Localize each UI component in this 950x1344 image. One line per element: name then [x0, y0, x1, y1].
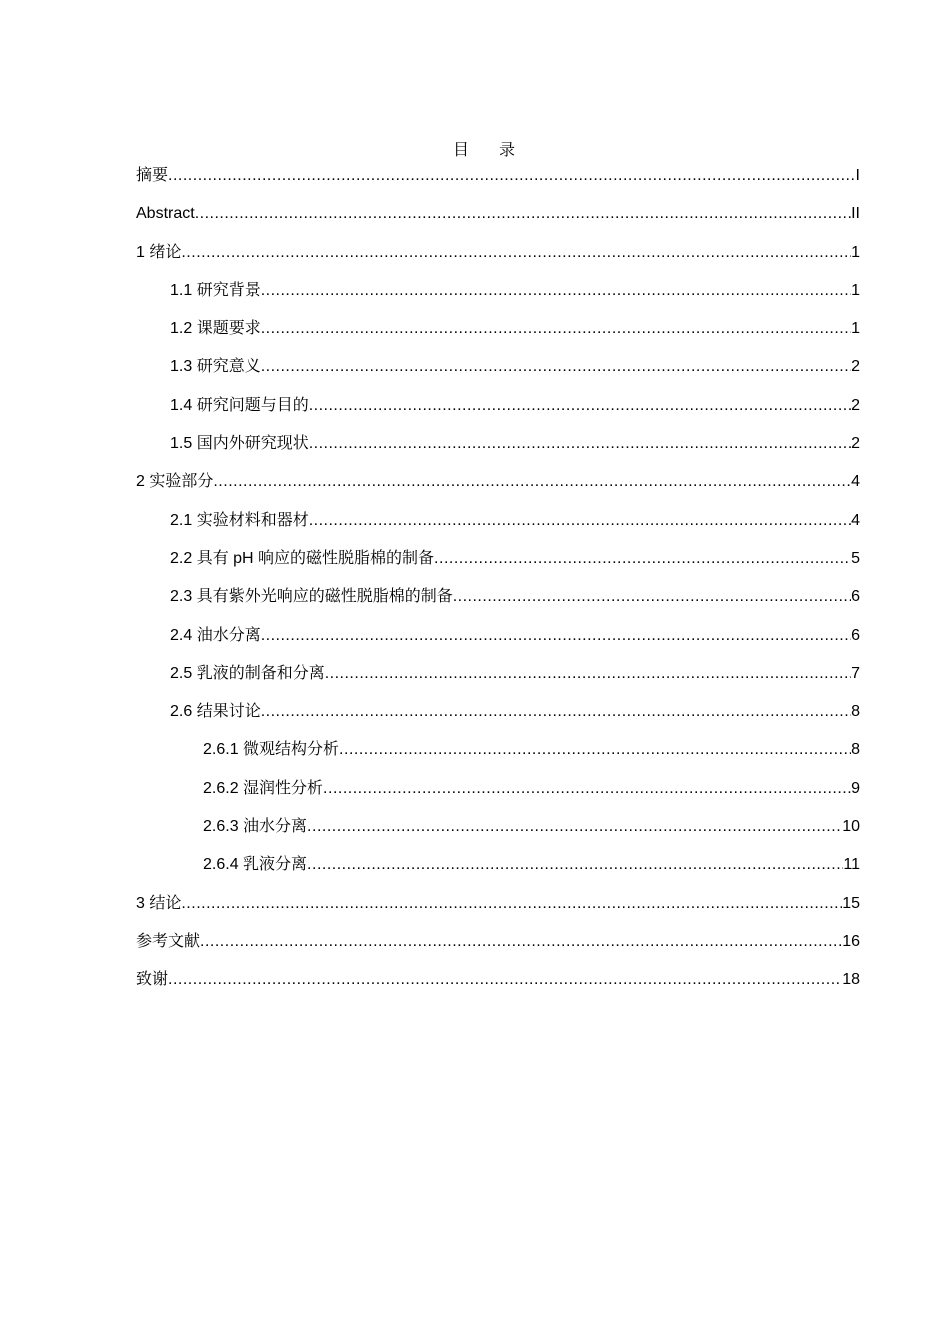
toc-entry-label: 3 结论 — [136, 894, 182, 912]
toc-entry-label: 1.2 课题要求 — [170, 320, 261, 338]
toc-entry-1-3[interactable] — [136, 354, 860, 392]
toc-entry-label: 致谢 — [136, 971, 169, 989]
toc-entry-2-6-2[interactable] — [136, 776, 860, 814]
toc-leader-dots — [261, 354, 851, 380]
toc-entry-2-4[interactable] — [136, 623, 860, 661]
toc-entry-page: 1 — [851, 320, 860, 338]
toc-entry-acknowledgements[interactable] — [136, 967, 860, 1005]
toc-leader-dots — [261, 316, 851, 342]
toc-entry-label: 摘要 — [136, 167, 169, 184]
toc-entry-label: 2.6 结果讨论 — [170, 703, 261, 721]
toc-entry-label: 2 实验部分 — [136, 473, 214, 491]
toc-entry-label: 参考文献 — [136, 932, 201, 950]
toc-leader-dots — [181, 891, 842, 917]
toc-entry-abstract-cn[interactable] — [136, 163, 860, 201]
toc-entry-label: Abstract — [136, 205, 195, 223]
toc-leader-dots — [325, 661, 851, 687]
toc-entry-label: 2.5 乳液的制备和分离 — [170, 664, 325, 682]
toc-leader-dots — [261, 278, 851, 304]
toc-leader-dots — [168, 967, 842, 993]
toc-entry-chapter-1[interactable] — [136, 240, 860, 278]
toc-entry-1-2[interactable] — [136, 316, 860, 354]
toc-leader-dots — [307, 814, 842, 840]
toc-leader-dots — [307, 852, 843, 878]
toc-entry-page: 4 — [851, 511, 860, 529]
toc-entry-page: II — [851, 205, 860, 223]
toc-entry-page: 2 — [851, 358, 860, 376]
toc-entry-page: 4 — [851, 473, 860, 491]
toc-entry-page: 18 — [842, 971, 860, 989]
toc-leader-dots — [309, 393, 851, 419]
toc-entry-label: 2.2 具有 pH 响应的磁性脱脂棉的制备 — [170, 549, 435, 567]
toc-leader-dots — [213, 469, 851, 495]
toc-entry-chapter-3[interactable] — [136, 891, 860, 929]
toc-leader-dots — [323, 776, 851, 802]
toc-entry-label: 2.1 实验材料和器材 — [170, 511, 309, 529]
toc-entry-page: 1 — [851, 281, 860, 299]
toc-leader-dots — [339, 737, 851, 763]
toc-entry-page: 10 — [842, 818, 860, 836]
toc-entry-label: 1.3 研究意义 — [170, 358, 261, 376]
toc-leader-dots — [181, 240, 851, 266]
toc-entry-page: 8 — [851, 703, 860, 721]
toc-entry-page: 16 — [842, 932, 860, 950]
toc-leader-dots — [261, 623, 851, 649]
toc-leader-dots — [200, 929, 842, 955]
toc-entry-label: 2.4 油水分离 — [170, 626, 261, 644]
toc-entry-2-1[interactable] — [136, 508, 860, 546]
toc-entry-label: 2.6.2 湿润性分析 — [203, 779, 324, 797]
toc-entry-page: 9 — [851, 779, 860, 797]
table-of-contents — [136, 163, 860, 1006]
toc-entry-chapter-2[interactable] — [136, 469, 860, 507]
toc-entry-label: 2.6.3 油水分离 — [203, 818, 308, 836]
page-title: 目录 — [452, 140, 545, 159]
toc-entry-label: 2.3 具有紫外光响应的磁性脱脂棉的制备 — [170, 588, 453, 606]
toc-leader-dots — [261, 699, 851, 725]
toc-entry-page: 2 — [851, 396, 860, 414]
toc-entry-page: 5 — [851, 549, 860, 567]
toc-entry-2-2[interactable] — [136, 546, 860, 584]
toc-entry-page: 2 — [851, 435, 860, 453]
toc-entry-label: 1.4 研究问题与目的 — [170, 396, 309, 414]
toc-entry-page: I — [855, 167, 860, 184]
toc-entry-abstract-en[interactable] — [136, 201, 860, 239]
toc-entry-page: 6 — [851, 588, 860, 606]
toc-entry-2-6-3[interactable] — [136, 814, 860, 852]
toc-entry-2-6-1[interactable] — [136, 737, 860, 775]
toc-entry-page: 8 — [851, 741, 860, 759]
toc-entry-page: 6 — [851, 626, 860, 644]
toc-entry-label: 1 绪论 — [136, 243, 182, 261]
toc-entry-page: 11 — [843, 856, 860, 874]
toc-entry-label: 2.6.1 微观结构分析 — [203, 741, 340, 759]
toc-leader-dots — [309, 431, 851, 457]
toc-entry-1-4[interactable] — [136, 393, 860, 431]
toc-entry-references[interactable] — [136, 929, 860, 967]
toc-leader-dots — [195, 201, 851, 227]
toc-entry-label: 2.6.4 乳液分离 — [203, 856, 308, 874]
toc-entry-1-5[interactable] — [136, 431, 860, 469]
toc-leader-dots — [168, 163, 856, 189]
toc-leader-dots — [453, 584, 851, 610]
toc-entry-2-6[interactable] — [136, 699, 860, 737]
toc-leader-dots — [434, 546, 851, 572]
toc-entry-page: 1 — [851, 243, 860, 261]
toc-entry-page: 15 — [842, 894, 860, 912]
toc-entry-1-1[interactable] — [136, 278, 860, 316]
toc-leader-dots — [309, 508, 851, 534]
toc-entry-label: 1.5 国内外研究现状 — [170, 435, 309, 453]
toc-entry-2-6-4[interactable] — [136, 852, 860, 890]
toc-entry-label: 1.1 研究背景 — [170, 281, 261, 299]
toc-entry-2-5[interactable] — [136, 661, 860, 699]
toc-entry-page: 7 — [851, 664, 860, 682]
toc-entry-2-3[interactable] — [136, 584, 860, 622]
